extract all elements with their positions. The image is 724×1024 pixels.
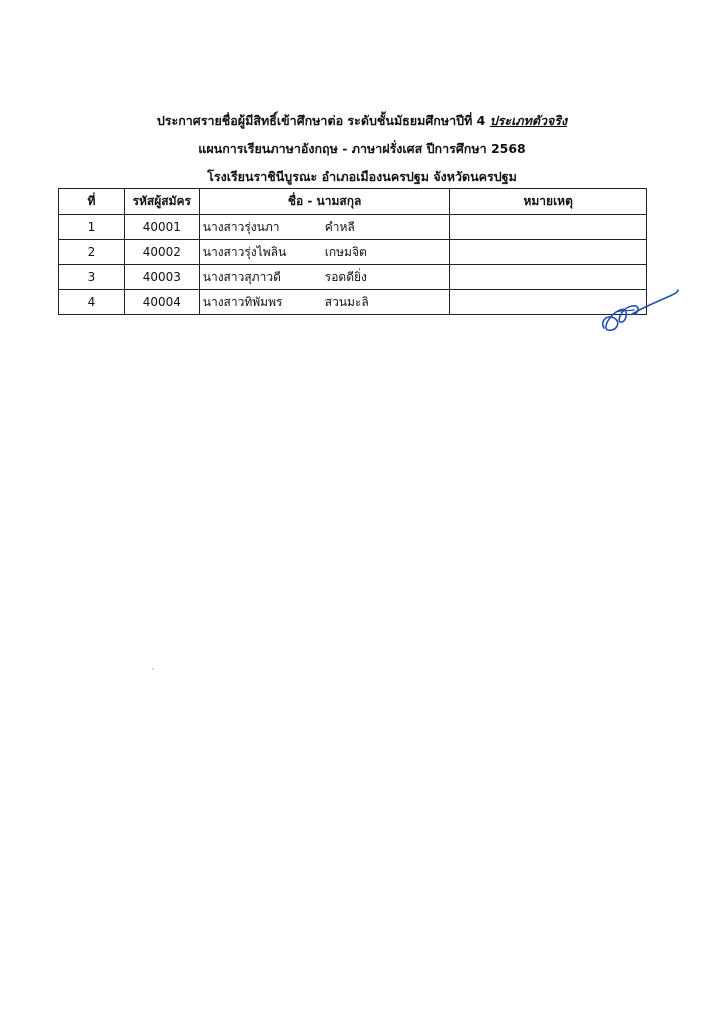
first-name: นางสาวทิพัมพร — [202, 294, 283, 309]
table-row — [59, 290, 647, 315]
column-header-no: ที่ — [59, 189, 125, 215]
signature-stroke — [603, 290, 678, 330]
handwritten-signature — [598, 284, 684, 340]
column-header-code: รหัสผู้สมัคร — [124, 189, 199, 215]
last-name: รอดดียิ่ง — [324, 269, 367, 284]
last-name: สวนมะลิ — [324, 294, 369, 309]
title-main: ประกาศรายชื่อผู้มีสิทธิ์เข้าศึกษาต่อ ระดับชั้นมัธยมศึกษาปีที่ 4 — [156, 113, 486, 128]
announcement-title — [0, 113, 724, 129]
applicant-table — [58, 188, 647, 315]
school-line: โรงเรียนราชินีบูรณะ อำเภอเมืองนครปฐม จังหวัดนครปฐม — [207, 169, 517, 184]
first-name: นางสาวรุ่งนภา — [202, 219, 280, 234]
applicant-name — [199, 215, 450, 240]
applicant-code: 40001 — [124, 215, 199, 240]
row-number: 4 — [59, 290, 125, 315]
column-header-note: หมายเหตุ — [450, 189, 647, 215]
table-row — [59, 265, 647, 290]
study-plan-line: แผนการเรียนภาษาอังกฤษ - ภาษาฝรั่งเศส ปีการศึกษา 2568 — [198, 141, 526, 156]
last-name: คำหลี — [324, 219, 355, 234]
scan-speck — [152, 668, 154, 670]
applicant-code: 40004 — [124, 290, 199, 315]
applicant-code: 40003 — [124, 265, 199, 290]
first-name: นางสาวสุภาวดี — [202, 269, 281, 284]
note-cell — [450, 240, 647, 265]
row-number: 1 — [59, 215, 125, 240]
applicant-code: 40002 — [124, 240, 199, 265]
note-cell — [450, 215, 647, 240]
applicant-name — [199, 265, 450, 290]
row-number: 2 — [59, 240, 125, 265]
first-name: นางสาวรุ่งไพลิน — [202, 244, 287, 259]
title-category: ประเภทตัวจริง — [489, 113, 568, 128]
applicant-name — [199, 290, 450, 315]
last-name: เกษมจิต — [324, 244, 367, 259]
row-number: 3 — [59, 265, 125, 290]
table-header-row — [59, 189, 647, 215]
table-row — [59, 215, 647, 240]
applicant-name — [199, 240, 450, 265]
column-header-name: ชื่อ - นามสกุล — [199, 189, 450, 215]
table-row — [59, 240, 647, 265]
